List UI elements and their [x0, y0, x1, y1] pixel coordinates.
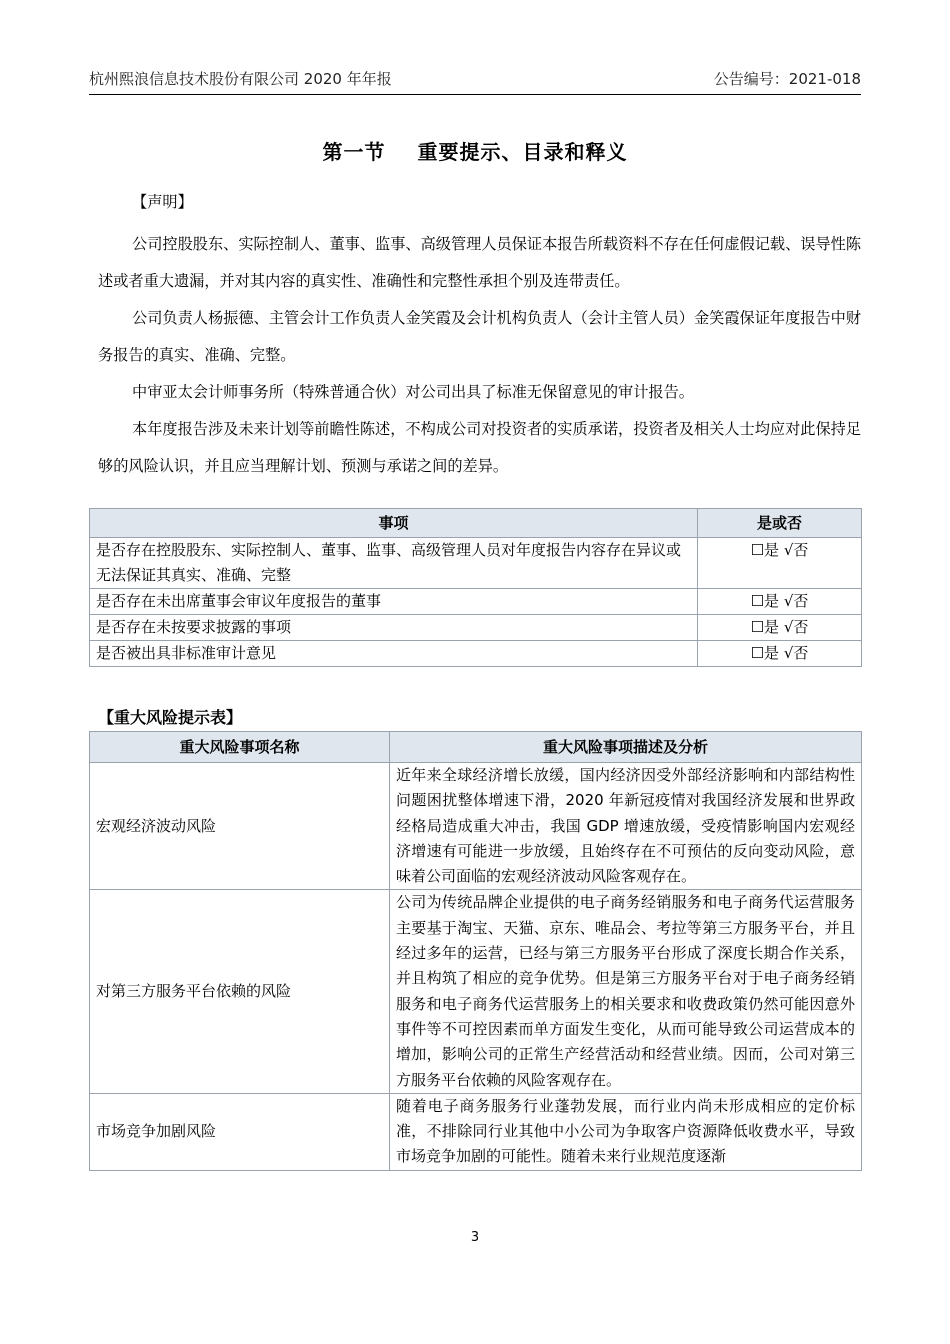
section-number: 第一节	[322, 140, 386, 164]
declaration-paragraph: 公司控股股东、实际控制人、董事、监事、高级管理人员保证本报告所载资料不存在任何虚假记载、误导性陈述或者重大遗漏，并对其内容的真实性、准确性和完整性承担个别及连带责任。	[98, 235, 861, 290]
page-header	[89, 68, 861, 95]
risk-name: 对第三方服务平台依赖的风险	[90, 890, 390, 1093]
declaration-paragraph: 公司负责人杨振德、主管会计工作负责人金笑霞及会计机构负责人（会计主管人员）金笑霞保证年度报告中财务报告的真实、准确、完整。	[98, 309, 861, 364]
page-number: 3	[470, 1230, 480, 1245]
matter-answer: ☐是 √否	[698, 641, 862, 667]
declaration-body	[98, 226, 861, 485]
table-row	[90, 890, 862, 1093]
risk-table-title: 【重大风险提示表】	[98, 708, 243, 727]
matter-item: 是否被出具非标准审计意见	[90, 641, 698, 667]
risk-header-description: 重大风险事项描述及分析	[390, 732, 862, 763]
matter-item: 是否存在未按要求披露的事项	[90, 615, 698, 641]
risk-name: 宏观经济波动风险	[90, 763, 390, 890]
matter-answer: ☐是 √否	[698, 589, 862, 615]
declaration-heading: 【声明】	[132, 193, 193, 211]
section-name: 重要提示、目录和释义	[417, 140, 628, 164]
matter-answer: ☐是 √否	[698, 538, 862, 589]
matter-item: 是否存在未出席董事会审议年度报告的董事	[90, 589, 698, 615]
table-row	[90, 641, 862, 667]
report-title: 杭州熙浪信息技术股份有限公司 2020 年年报	[89, 70, 392, 88]
table-row	[90, 615, 862, 641]
matters-header-answer: 是或否	[698, 509, 862, 538]
matters-header-item: 事项	[90, 509, 698, 538]
announcement-number: 公告编号：2021-018	[713, 70, 861, 88]
matter-answer: ☐是 √否	[698, 615, 862, 641]
matter-item: 是否存在控股股东、实际控制人、董事、监事、高级管理人员对年度报告内容存在异议或无法保证其真实、准确、完整	[90, 538, 698, 589]
risk-description: 随着电子商务服务行业蓬勃发展，而行业内尚未形成相应的定价标准，不排除同行业其他中小公司为争取客户资源降低收费水平，导致市场竞争加剧的可能性。随着未来行业规范度逐渐	[390, 1093, 862, 1170]
table-row	[90, 763, 862, 890]
risk-description: 近年来全球经济增长放缓，国内经济因受外部经济影响和内部结构性问题困扰整体增速下滑，2020 年新冠疫情对我国经济发展和世界政经格局造成重大冲击，我国 GDP 增速放缓，受疫情影响国内宏观经济增速有可能进一步放缓，且始终存在不可预估的反向变动风险，意味着公司面临的宏观经济波动风险客观存在。	[390, 763, 862, 890]
table-row	[90, 538, 862, 589]
declaration-paragraph: 本年度报告涉及未来计划等前瞻性陈述，不构成公司对投资者的实质承诺，投资者及相关人士均应对此保持足够的风险认识，并且应当理解计划、预测与承诺之间的差异。	[98, 420, 861, 475]
table-row	[90, 1093, 862, 1170]
table-row	[90, 589, 862, 615]
matters-table	[89, 508, 861, 667]
risk-table	[89, 731, 861, 1171]
section-title	[0, 136, 950, 165]
declaration-paragraph: 中审亚太会计师事务所（特殊普通合伙）对公司出具了标准无保留意见的审计报告。	[132, 383, 694, 401]
risk-header-name: 重大风险事项名称	[90, 732, 390, 763]
risk-name: 市场竞争加剧风险	[90, 1093, 390, 1170]
risk-description: 公司为传统品牌企业提供的电子商务经销服务和电子商务代运营服务主要基于淘宝、天猫、京东、唯品会、考拉等第三方服务平台，并且经过多年的运营，已经与第三方服务平台形成了深度长期合作关系，并且构筑了相应的竞争优势。但是第三方服务平台对于电子商务经销服务和电子商务代运营服务上的相关要求和收费政策仍然可能因意外事件等不可控因素而单方面发生变化，从而可能导致公司运营成本的增加，影响公司的正常生产经营活动和经营业绩。因而，公司对第三方服务平台依赖的风险客观存在。	[390, 890, 862, 1093]
